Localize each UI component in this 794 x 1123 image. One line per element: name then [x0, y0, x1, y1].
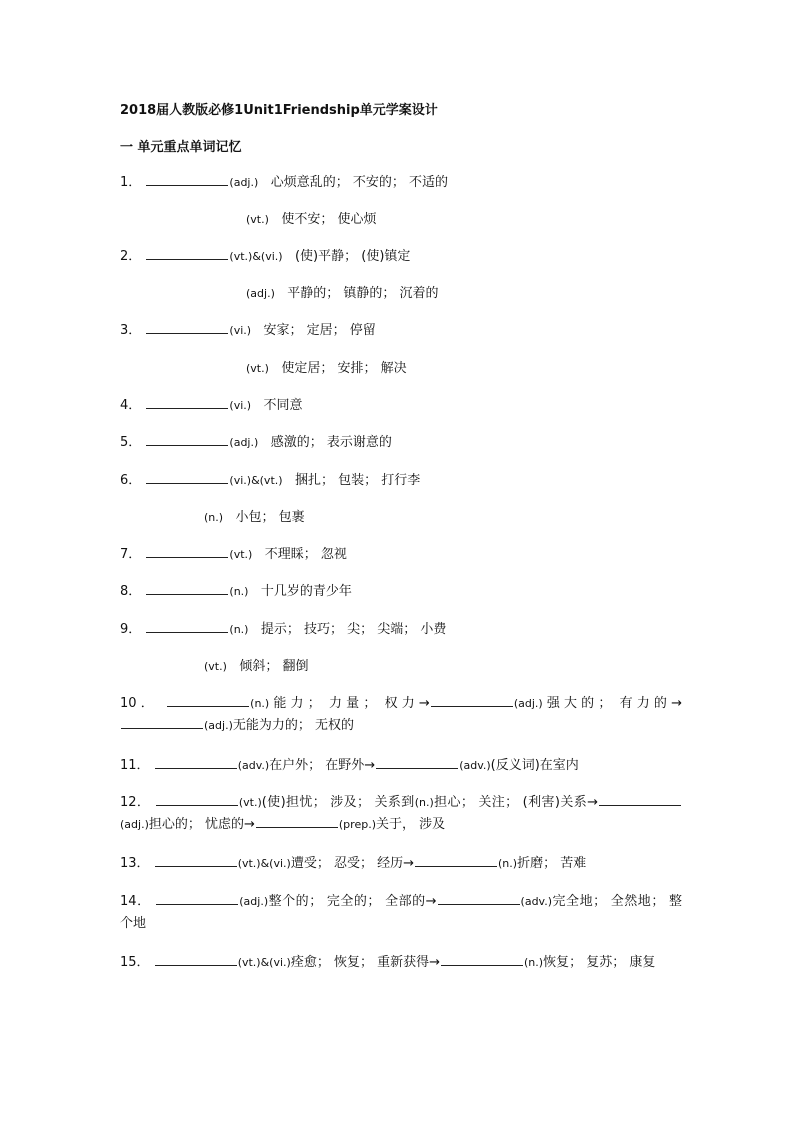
answer-blank[interactable] — [155, 853, 237, 867]
definition: 心烦意乱的； 不安的； 不适的 — [270, 175, 448, 190]
definition: 小包； 包裹 — [235, 510, 305, 525]
definition: 倾斜； 翻倒 — [239, 659, 309, 674]
part-of-speech: (n.) — [204, 511, 224, 524]
part-of-speech: (adj.) — [246, 287, 275, 300]
vocab-item-6 — [120, 470, 682, 492]
answer-blank[interactable] — [415, 853, 497, 867]
vocab-item-5 — [120, 432, 682, 454]
part-of-speech: (vt.)&(vi.) — [237, 857, 291, 870]
answer-blank[interactable] — [146, 172, 228, 186]
part-of-speech: (adv.) — [237, 759, 270, 772]
definition: 十几岁的青少年 — [260, 584, 352, 599]
answer-blank[interactable] — [146, 470, 228, 484]
answer-blank[interactable] — [156, 891, 238, 905]
definition: 恢复； 复苏； 康复 — [543, 955, 656, 970]
part-of-speech: (n.) — [524, 956, 544, 969]
item-number: 9． — [120, 622, 142, 637]
part-of-speech: (vi.) — [229, 324, 252, 337]
vocab-item-9 — [120, 619, 682, 641]
part-of-speech: (n.) — [250, 697, 270, 710]
definition: 提示； 技巧； 尖； 尖端； 小费 — [260, 622, 447, 637]
definition: 折磨； 苦难 — [517, 856, 587, 871]
answer-blank[interactable] — [146, 395, 228, 409]
part-of-speech: (prep.) — [338, 818, 376, 831]
definition: 不同意 — [263, 398, 303, 413]
part-of-speech: (vt.) — [204, 660, 227, 673]
vocab-item-8 — [120, 581, 682, 603]
answer-blank[interactable] — [146, 581, 228, 595]
vocab-item-1 — [120, 172, 682, 194]
answer-blank[interactable] — [146, 544, 228, 558]
item-number: 6． — [120, 473, 142, 488]
answer-blank[interactable] — [438, 891, 520, 905]
part-of-speech: (n.) — [229, 623, 249, 636]
definition: 能力； 力量； 权力→ — [269, 696, 430, 711]
item-number: 15． — [120, 955, 150, 970]
definition: 担心的； 忧虑的→ — [148, 817, 255, 832]
document-title: 2018届人教版必修1Unit1Friendship单元学案设计 — [120, 103, 438, 118]
answer-blank[interactable] — [167, 693, 249, 707]
answer-blank[interactable] — [156, 792, 238, 806]
item-number: 8． — [120, 584, 142, 599]
definition: 关于， 涉及 — [375, 817, 446, 832]
vocab-item-14 — [120, 891, 682, 935]
definition: 捆扎； 包装； 打行李 — [294, 473, 421, 488]
part-of-speech: (vt.)&(vi.) — [237, 956, 291, 969]
definition: 强大的； 有力的→ — [542, 696, 682, 711]
part-of-speech: (adv.) — [520, 895, 553, 908]
definition: 完全地； 全然地； 整个地 — [120, 894, 682, 931]
item-number: 7． — [120, 547, 142, 562]
item-number: 5． — [120, 435, 142, 450]
vocab-item-3 — [120, 320, 682, 342]
vocab-item-2-sub — [246, 283, 439, 305]
definition: 担心； 关注； (利害)关系→ — [433, 795, 598, 810]
vocab-item-6-sub — [204, 507, 305, 529]
definition: (使)平静； (使)镇定 — [294, 249, 411, 264]
part-of-speech: (vi.)&(vt.) — [229, 474, 283, 487]
definition: 不理睬； 忽视 — [264, 547, 347, 562]
answer-blank[interactable] — [441, 952, 523, 966]
part-of-speech: (n.) — [414, 796, 434, 809]
part-of-speech: (adj.) — [229, 436, 259, 449]
part-of-speech: (vt.) — [238, 796, 262, 809]
answer-blank[interactable] — [155, 952, 237, 966]
answer-blank[interactable] — [599, 792, 681, 806]
definition: (使)担忧； 涉及； 关系到 — [261, 795, 415, 810]
part-of-speech: (n.) — [229, 585, 249, 598]
definition: 使不安； 使心烦 — [281, 212, 377, 227]
part-of-speech: (adj.) — [229, 176, 259, 189]
part-of-speech: (vi.) — [229, 399, 252, 412]
item-number: 4． — [120, 398, 142, 413]
vocab-item-15 — [120, 952, 682, 974]
section-heading: 一 单元重点单词记忆 — [120, 140, 242, 155]
answer-blank[interactable] — [146, 432, 228, 446]
part-of-speech: (vt.) — [246, 213, 269, 226]
answer-blank[interactable] — [146, 246, 228, 260]
part-of-speech: (vt.) — [229, 548, 253, 561]
definition: 感激的； 表示谢意的 — [270, 435, 392, 450]
definition: 无能为力的； 无权的 — [232, 718, 354, 733]
definition: 遭受； 忍受； 经历→ — [290, 856, 414, 871]
item-number: 12． — [120, 795, 151, 810]
vocab-item-2 — [120, 246, 682, 268]
item-number: 14． — [120, 894, 151, 909]
answer-blank[interactable] — [121, 715, 203, 729]
definition: 使定居； 安排； 解决 — [281, 361, 407, 376]
answer-blank[interactable] — [155, 755, 237, 769]
vocab-item-1-sub — [246, 209, 376, 231]
item-number: 3． — [120, 323, 142, 338]
definition: 平静的； 镇静的； 沉着的 — [287, 286, 439, 301]
vocab-item-13 — [120, 853, 682, 875]
definition: 痊愈； 恢复； 重新获得→ — [290, 955, 440, 970]
part-of-speech: (adj.) — [239, 895, 269, 908]
part-of-speech: (vt.)&(vi.) — [229, 250, 283, 263]
part-of-speech: (adv.) — [459, 759, 491, 772]
part-of-speech: (adj.) — [513, 697, 543, 710]
item-number: 2． — [120, 249, 142, 264]
item-number: 10． — [120, 696, 158, 711]
definition: 在户外； 在野外→ — [269, 758, 376, 773]
vocab-item-7 — [120, 544, 682, 566]
part-of-speech: (n.) — [498, 857, 518, 870]
answer-blank[interactable] — [256, 814, 338, 828]
answer-blank[interactable] — [431, 693, 513, 707]
definition: (反义词)在室内 — [490, 758, 579, 773]
item-number: 1． — [120, 175, 142, 190]
answer-blank[interactable] — [146, 320, 228, 334]
part-of-speech: (adj.) — [120, 818, 149, 831]
item-number: 11． — [120, 758, 150, 773]
vocab-item-10 — [120, 693, 682, 737]
item-number: 13． — [120, 856, 150, 871]
answer-blank[interactable] — [376, 755, 458, 769]
definition: 安家； 定居； 停留 — [263, 323, 376, 338]
vocab-item-3-sub — [246, 358, 407, 380]
definition: 整个的； 完全的； 全部的→ — [268, 894, 437, 909]
part-of-speech: (adj.) — [204, 719, 233, 732]
vocab-item-12 — [120, 792, 682, 836]
vocab-item-9-sub — [204, 656, 308, 678]
vocab-item-4 — [120, 395, 682, 417]
vocab-item-11 — [120, 755, 682, 777]
answer-blank[interactable] — [146, 619, 228, 633]
part-of-speech: (vt.) — [246, 362, 269, 375]
